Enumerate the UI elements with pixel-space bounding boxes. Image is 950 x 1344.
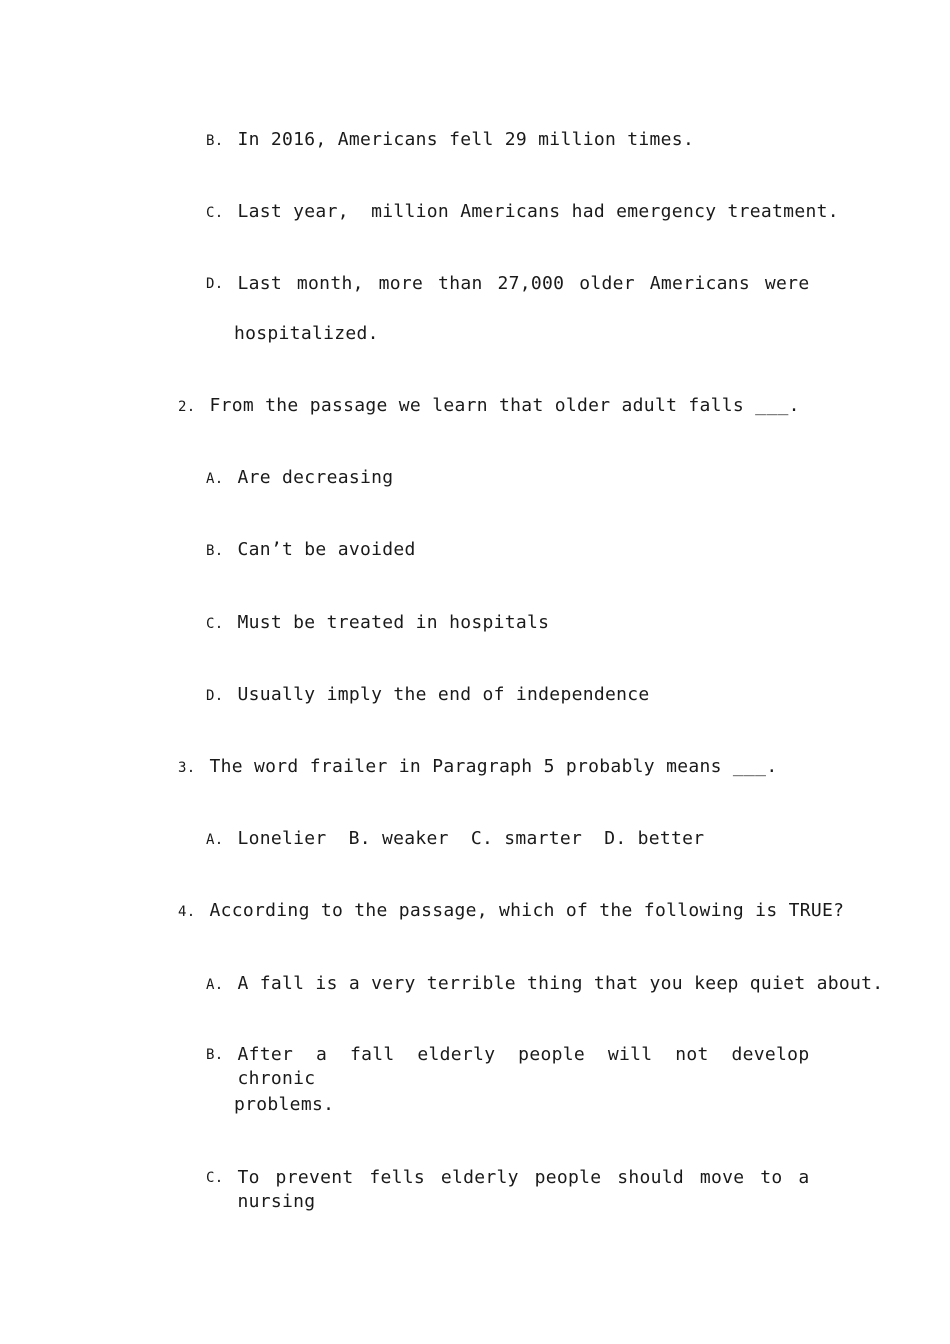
option-marker: A. [206, 832, 224, 848]
option-marker: C. [206, 1170, 224, 1186]
question-number: 3. [178, 760, 196, 776]
option-marker: C. [206, 205, 224, 221]
option-text: Can’t be avoided [237, 539, 416, 560]
option-marker: A. [206, 471, 224, 487]
question-3 [178, 755, 777, 780]
option-text: To prevent fells elderly people should move to a nursing [237, 1167, 810, 1212]
q4-option-b [206, 1043, 809, 1091]
q3-option-b: B. weaker [348, 828, 449, 849]
option-marker: B. [206, 1047, 224, 1063]
q3-option-c: C. smarter [470, 828, 583, 849]
q1-option-d-continuation: hospitalized. [234, 323, 379, 344]
q2-option-b [206, 538, 416, 563]
question-2 [178, 394, 800, 419]
q3-option-d: D. better [604, 828, 705, 849]
option-text: Usually imply the end of independence [237, 684, 650, 705]
q4-option-c [206, 1166, 809, 1214]
option-text: Last month, more than 27,000 older Americans were [237, 273, 810, 294]
q2-option-d [206, 683, 650, 708]
question-4 [178, 899, 844, 924]
option-marker: A. [206, 977, 224, 993]
option-marker: C. [206, 616, 224, 632]
option-text: Are decreasing [237, 467, 394, 488]
q4-option-a [206, 972, 883, 997]
q3-option-a: Lonelier [237, 828, 327, 849]
option-marker: B. [206, 133, 224, 149]
q1-option-b [206, 128, 694, 153]
q1-option-c [206, 200, 839, 225]
q4-option-b-continuation: problems. [234, 1094, 335, 1115]
option-text: After a fall elderly people will not develop chronic [237, 1044, 810, 1089]
question-stem: From the passage we learn that older adult falls ___. [209, 395, 800, 416]
option-text: A fall is a very terrible thing that you keep quiet about. [237, 973, 884, 994]
question-stem: According to the passage, which of the following is TRUE? [209, 900, 845, 921]
q2-option-c [206, 611, 549, 636]
option-text: In 2016, Americans fell 29 million times. [237, 129, 695, 150]
option-text: Must be treated in hospitals [237, 612, 550, 633]
option-text: Last year, million Americans had emergency treatment. [237, 201, 839, 222]
q1-option-d [206, 272, 809, 296]
option-marker: D. [206, 276, 224, 292]
question-number: 2. [178, 399, 196, 415]
question-stem: The word frailer in Paragraph 5 probably means ___. [209, 756, 778, 777]
question-number: 4. [178, 904, 196, 920]
q3-options [206, 827, 726, 852]
q2-option-a [206, 466, 393, 491]
option-marker: B. [206, 543, 224, 559]
option-marker: D. [206, 688, 224, 704]
